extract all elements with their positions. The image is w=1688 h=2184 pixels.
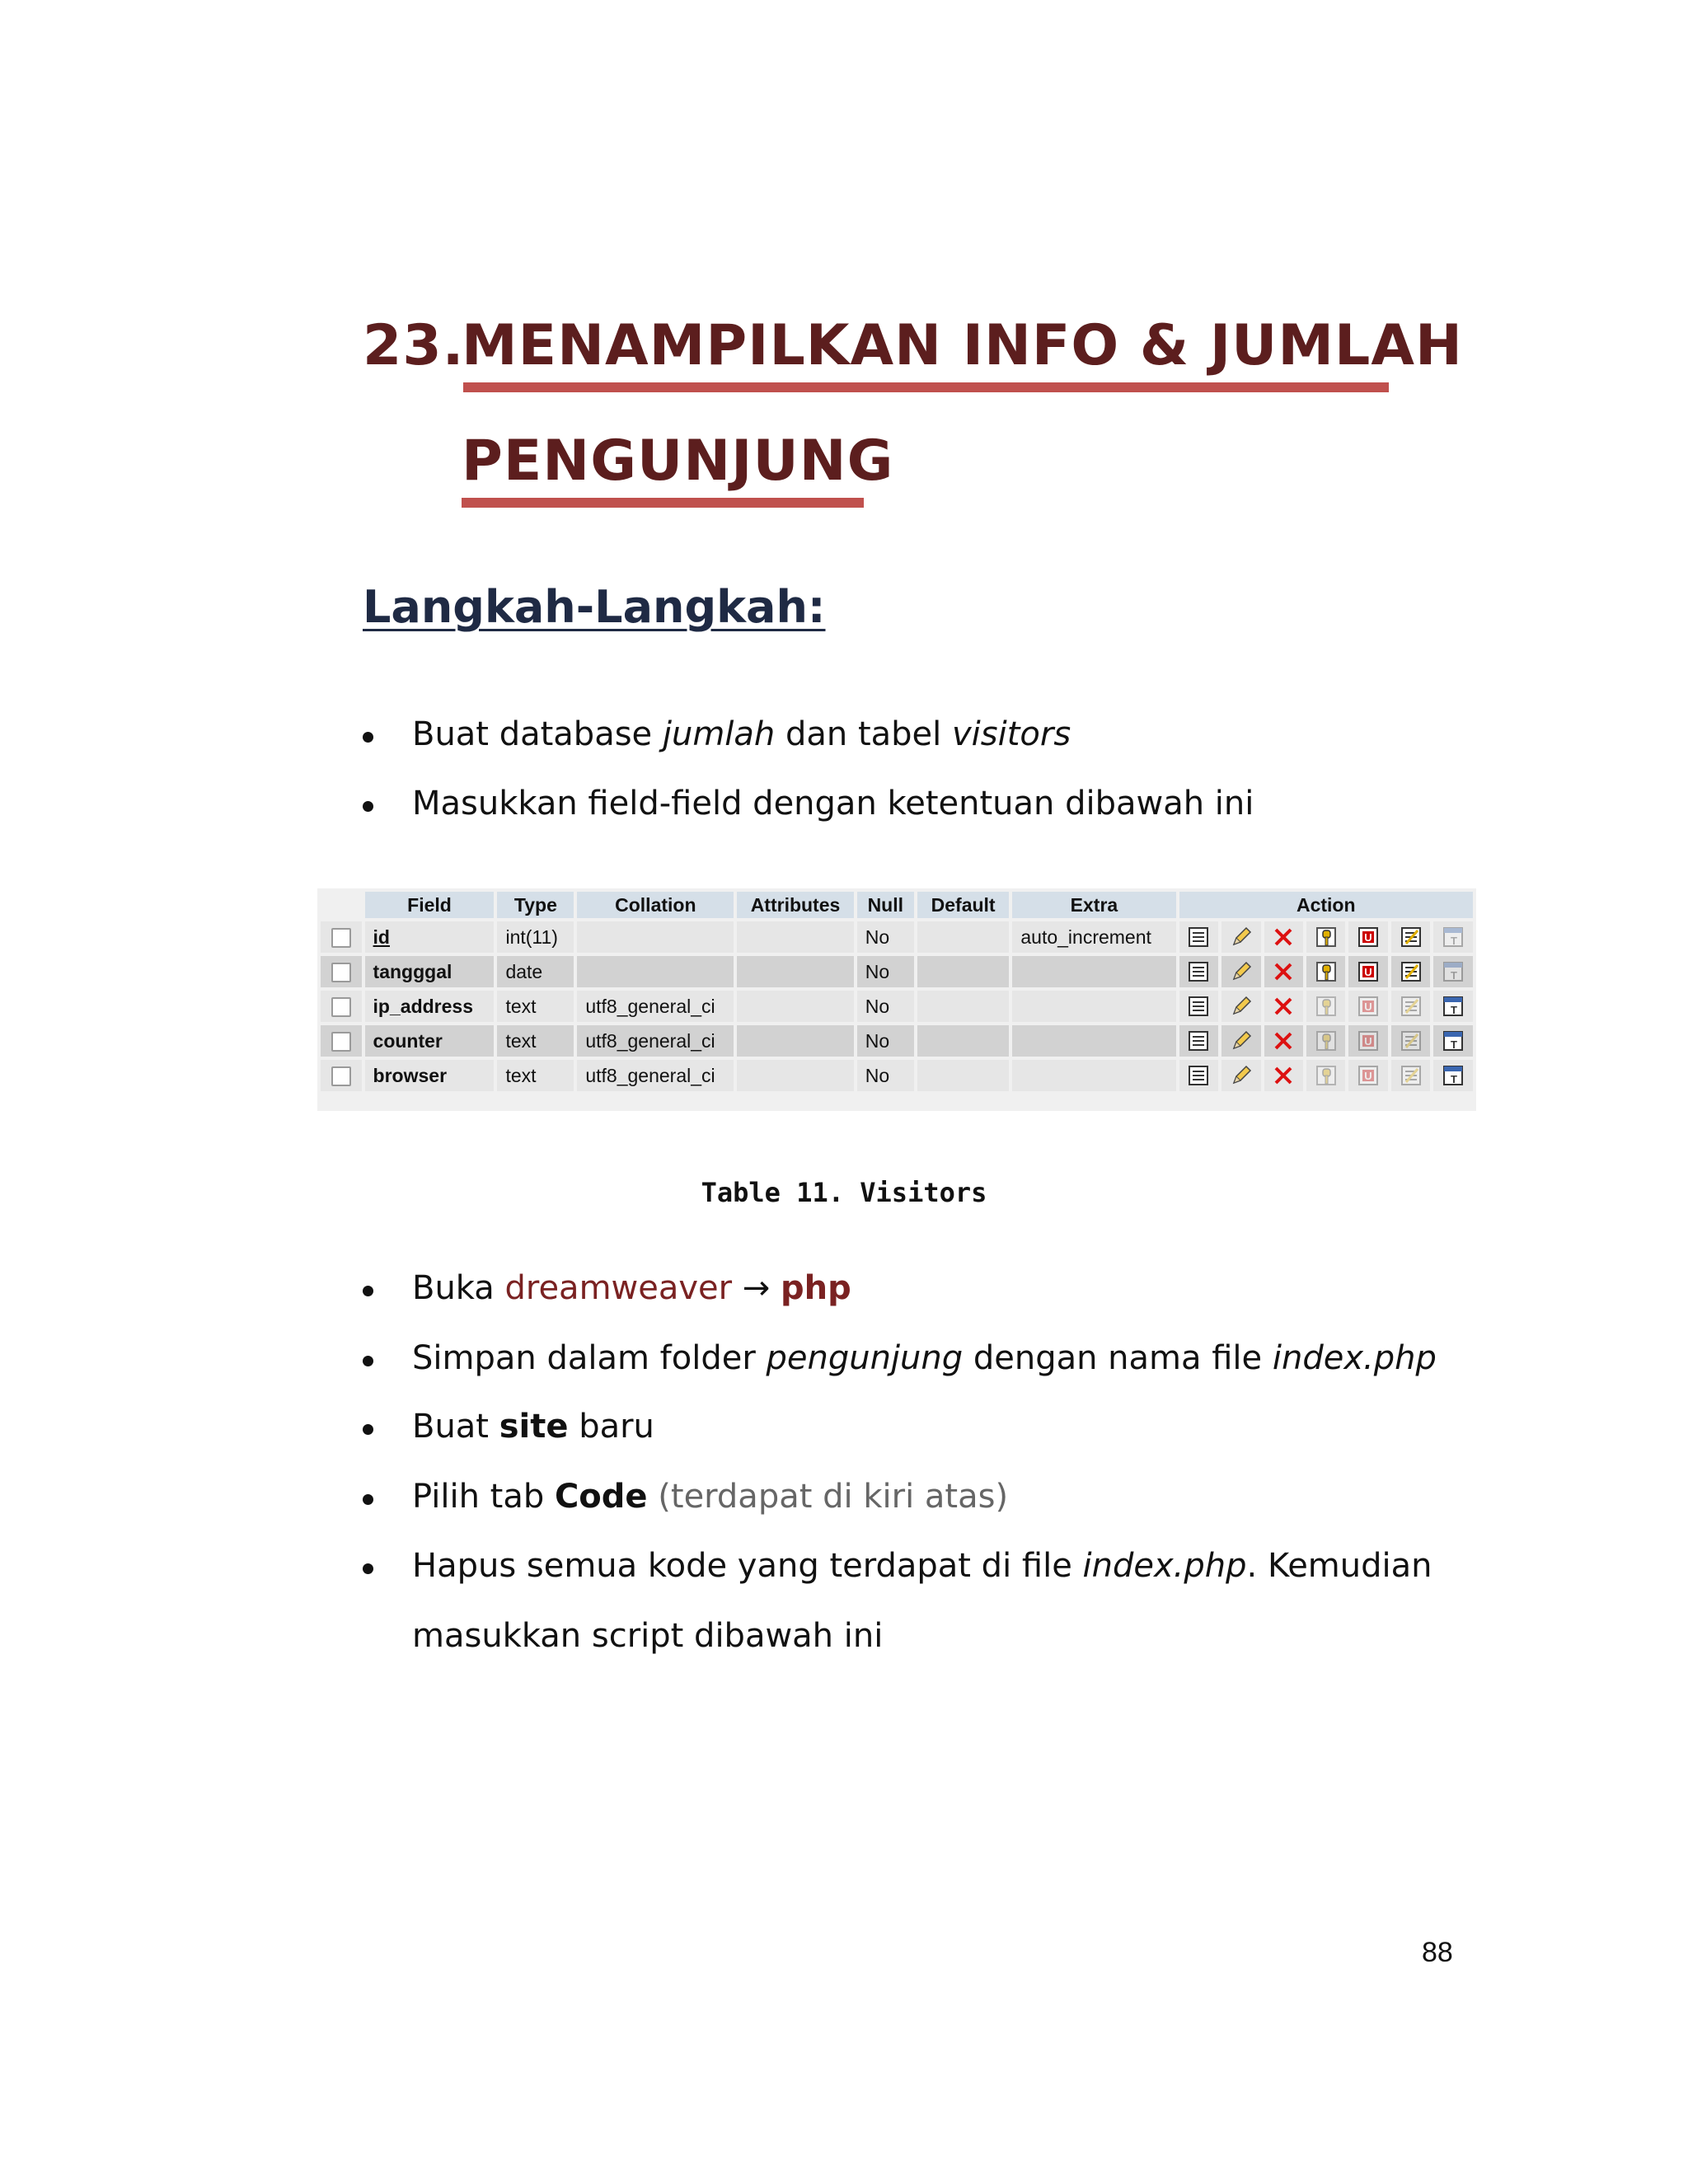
action-cell [1433, 991, 1473, 1022]
cell-attributes [737, 956, 853, 987]
svg-text:T: T [1451, 935, 1458, 948]
row-checkbox[interactable] [331, 1066, 351, 1086]
svg-text:T: T [1451, 969, 1458, 982]
action-cell [1391, 1025, 1430, 1057]
header-attributes: Attributes [737, 892, 853, 918]
page-number: 88 [1422, 1937, 1453, 1968]
bullet-dot [363, 1494, 373, 1505]
table-structure-screenshot [317, 888, 1476, 1111]
cell-attributes [737, 991, 853, 1022]
cell-null: No [857, 921, 914, 953]
cell-extra [1012, 956, 1175, 987]
bullet-dot [363, 1563, 373, 1574]
index-icon[interactable] [1400, 995, 1423, 1016]
row-checkbox[interactable] [331, 928, 351, 948]
row-select-cell [321, 956, 362, 987]
action-cell [1391, 921, 1430, 953]
row-select-cell [321, 1025, 362, 1057]
browse-icon[interactable] [1187, 1064, 1210, 1085]
cell-attributes [737, 1060, 853, 1091]
action-cell [1433, 1025, 1473, 1057]
cell-field[interactable]: counter [365, 1025, 495, 1057]
cell-extra: auto_increment [1012, 921, 1175, 953]
action-cell [1179, 991, 1218, 1022]
action-cell [1264, 921, 1303, 953]
row-checkbox[interactable] [331, 963, 351, 982]
cell-type: text [497, 1025, 574, 1057]
cell-extra [1012, 1025, 1175, 1057]
table-row [321, 1025, 1473, 1057]
cell-attributes [737, 921, 853, 953]
cell-collation: utf8_general_ci [577, 1060, 734, 1091]
row-checkbox[interactable] [331, 1032, 351, 1052]
svg-text:U: U [1364, 966, 1372, 979]
action-cell [1391, 1060, 1430, 1091]
action-cell [1391, 956, 1430, 987]
primary-key-icon[interactable] [1315, 1064, 1338, 1085]
table-row [321, 1060, 1473, 1091]
index-icon[interactable] [1400, 960, 1423, 982]
action-cell [1179, 1025, 1218, 1057]
header-checkbox-col [321, 892, 362, 918]
svg-text:T: T [1451, 1073, 1458, 1086]
cell-field[interactable]: ip_address [365, 991, 495, 1022]
delete-x-icon[interactable] [1272, 960, 1295, 982]
bullet-text: masukkan script dibawah ini [412, 1617, 884, 1655]
bullet-text: Pilih tab Code (terdapat di kiri atas) [412, 1478, 1009, 1516]
section-subheading: Langkah-Langkah: [363, 581, 826, 633]
action-cell [1179, 921, 1218, 953]
cell-default [917, 921, 1009, 953]
header-field: Field [365, 892, 495, 918]
edit-pencil-icon[interactable] [1230, 926, 1253, 947]
cell-type: int(11) [497, 921, 574, 953]
cell-collation [577, 921, 734, 953]
unique-icon[interactable] [1357, 995, 1380, 1016]
svg-text:T: T [1451, 1038, 1458, 1052]
cell-field[interactable]: browser [365, 1060, 495, 1091]
cell-default [917, 991, 1009, 1022]
header-null: Null [857, 892, 914, 918]
title-underline-1 [463, 382, 1389, 392]
action-cell [1264, 1060, 1303, 1091]
index-icon[interactable] [1400, 926, 1423, 947]
svg-text:U: U [1364, 931, 1372, 944]
chapter-number: 23. [363, 313, 465, 378]
bullet-dot [363, 732, 373, 743]
action-cell [1348, 921, 1387, 953]
svg-text:U: U [1364, 1035, 1372, 1048]
cell-null: No [857, 956, 914, 987]
action-cell [1221, 1025, 1260, 1057]
action-cell [1391, 991, 1430, 1022]
table-row [321, 921, 1473, 953]
action-cell [1306, 1025, 1345, 1057]
header-action: Action [1179, 892, 1473, 918]
cell-null: No [857, 1060, 914, 1091]
action-cell [1306, 956, 1345, 987]
cell-type: text [497, 1060, 574, 1091]
index-icon[interactable] [1400, 1064, 1423, 1085]
bullet-text: Hapus semua kode yang terdapat di file index.php. Kemudian [412, 1547, 1432, 1585]
cell-type: text [497, 991, 574, 1022]
bullet-dot [363, 1356, 373, 1366]
action-cell [1433, 921, 1473, 953]
primary-key-icon[interactable] [1315, 960, 1338, 982]
cell-extra [1012, 1060, 1175, 1091]
bullet-text: Simpan dalam folder pengunjung dengan nama file index.php [412, 1339, 1437, 1377]
row-select-cell [321, 921, 362, 953]
edit-pencil-icon[interactable] [1230, 960, 1253, 982]
action-cell [1221, 921, 1260, 953]
cell-attributes [737, 1025, 853, 1057]
delete-x-icon[interactable] [1272, 1064, 1295, 1085]
unique-icon[interactable] [1357, 926, 1380, 947]
action-cell [1433, 1060, 1473, 1091]
bullet-dot [363, 801, 373, 812]
bullet-dot [363, 1286, 373, 1296]
delete-x-icon[interactable] [1272, 995, 1295, 1016]
chapter-title-line-1: MENAMPILKAN INFO & JUMLAH [462, 313, 1463, 378]
browse-icon[interactable] [1187, 995, 1210, 1016]
cell-field[interactable]: id [365, 921, 495, 953]
chapter-title-line-2: PENGUNJUNG [462, 429, 894, 494]
index-icon[interactable] [1400, 1029, 1423, 1051]
fulltext-icon[interactable] [1442, 1064, 1465, 1085]
action-cell [1264, 991, 1303, 1022]
action-cell [1306, 921, 1345, 953]
header-collation: Collation [577, 892, 734, 918]
table-row [321, 991, 1473, 1022]
action-cell [1348, 956, 1387, 987]
header-default: Default [917, 892, 1009, 918]
bullet-text: Buka dreamweaver → php [412, 1269, 851, 1307]
table-header-row [321, 892, 1473, 918]
action-cell [1348, 991, 1387, 1022]
cell-null: No [857, 1025, 914, 1057]
bullet-text: Masukkan field-field dengan ketentuan dibawah ini [412, 785, 1254, 823]
unique-icon[interactable] [1357, 1064, 1380, 1085]
edit-pencil-icon[interactable] [1230, 995, 1253, 1016]
cell-default [917, 1060, 1009, 1091]
cell-collation [577, 956, 734, 987]
primary-key-icon[interactable] [1315, 1029, 1338, 1051]
action-cell [1221, 991, 1260, 1022]
action-cell [1433, 956, 1473, 987]
cell-type: date [497, 956, 574, 987]
action-cell [1179, 1060, 1218, 1091]
svg-text:U: U [1364, 1070, 1372, 1083]
structure-table [317, 888, 1476, 1094]
cell-field[interactable]: tangggal [365, 956, 495, 987]
fulltext-icon[interactable] [1442, 960, 1465, 982]
cell-extra [1012, 991, 1175, 1022]
cell-collation: utf8_general_ci [577, 991, 734, 1022]
action-cell [1179, 956, 1218, 987]
svg-text:T: T [1451, 1004, 1458, 1017]
action-cell [1306, 991, 1345, 1022]
header-type: Type [497, 892, 574, 918]
action-cell [1221, 956, 1260, 987]
cell-default [917, 956, 1009, 987]
delete-x-icon[interactable] [1272, 926, 1295, 947]
action-cell [1221, 1060, 1260, 1091]
browse-icon[interactable] [1187, 1029, 1210, 1051]
table-row [321, 956, 1473, 987]
row-select-cell [321, 1060, 362, 1091]
fulltext-icon[interactable] [1442, 995, 1465, 1016]
bullet-dot [363, 1424, 373, 1435]
primary-key-icon[interactable] [1315, 926, 1338, 947]
action-cell [1306, 1060, 1345, 1091]
svg-text:U: U [1364, 1001, 1372, 1014]
fulltext-icon[interactable] [1442, 1029, 1465, 1051]
cell-null: No [857, 991, 914, 1022]
row-checkbox[interactable] [331, 997, 351, 1017]
edit-pencil-icon[interactable] [1230, 1029, 1253, 1051]
browse-icon[interactable] [1187, 960, 1210, 982]
browse-icon[interactable] [1187, 926, 1210, 947]
action-cell [1264, 956, 1303, 987]
unique-icon[interactable] [1357, 960, 1380, 982]
bullet-text: Buat database jumlah dan tabel visitors [412, 715, 1071, 753]
bullet-text: Buat site baru [412, 1408, 654, 1446]
action-cell [1348, 1060, 1387, 1091]
edit-pencil-icon[interactable] [1230, 1064, 1253, 1085]
unique-icon[interactable] [1357, 1029, 1380, 1051]
title-underline-2 [462, 498, 864, 508]
row-select-cell [321, 991, 362, 1022]
action-cell [1348, 1025, 1387, 1057]
cell-default [917, 1025, 1009, 1057]
fulltext-icon[interactable] [1442, 926, 1465, 947]
header-extra: Extra [1012, 892, 1175, 918]
cell-collation: utf8_general_ci [577, 1025, 734, 1057]
delete-x-icon[interactable] [1272, 1029, 1295, 1051]
primary-key-icon[interactable] [1315, 995, 1338, 1016]
table-caption: Table 11. Visitors [701, 1177, 987, 1208]
action-cell [1264, 1025, 1303, 1057]
